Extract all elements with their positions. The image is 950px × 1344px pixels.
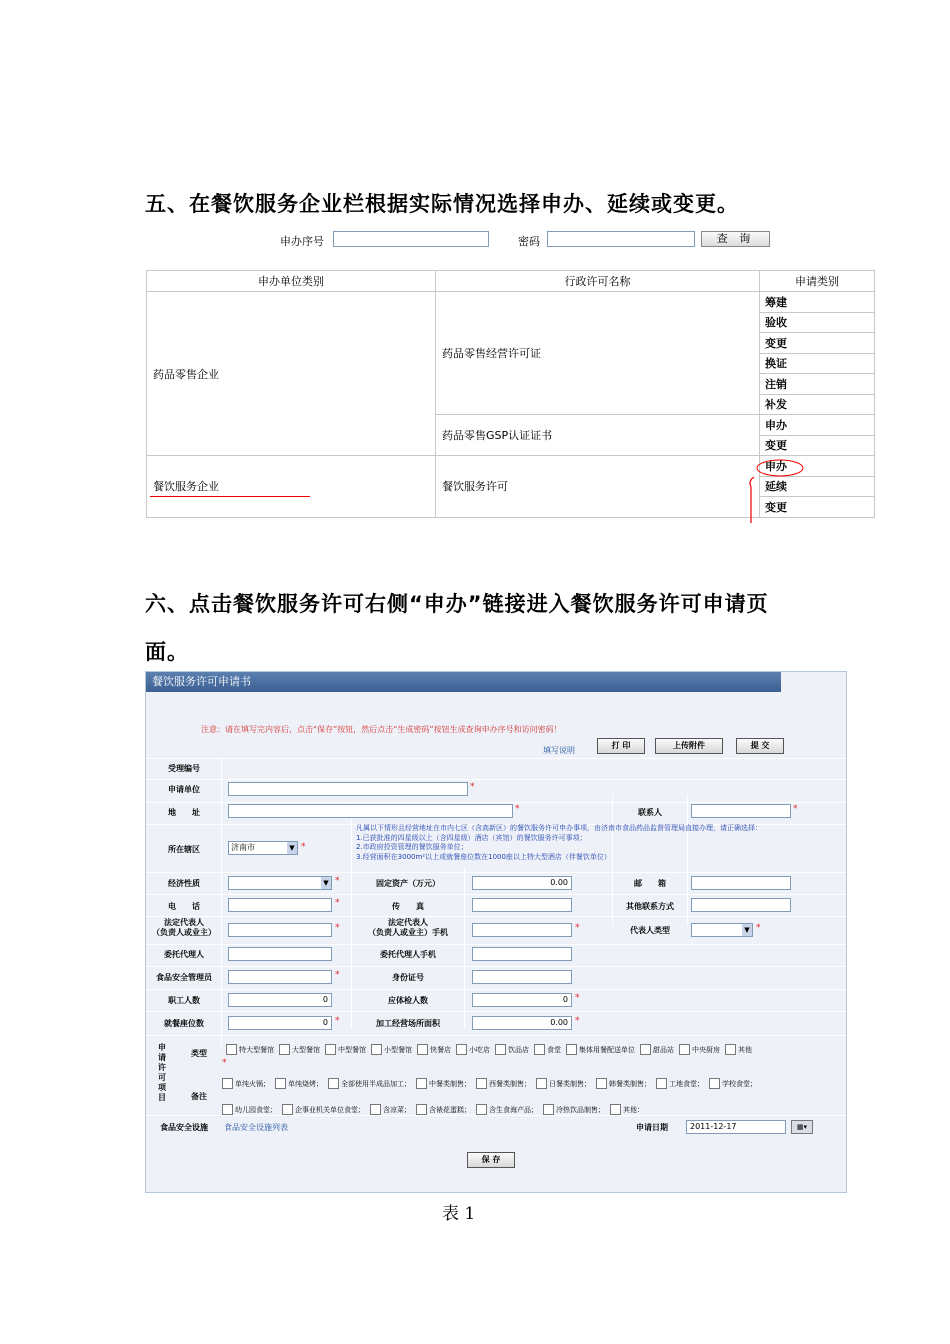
remark-option-label: 中餐类制售； (429, 1079, 471, 1088)
step-6-heading: 六、点击餐饮服务许可右侧“申办”链接进入餐饮服务许可申请页 (145, 592, 769, 616)
remark-option-label: 含裱花蛋糕； (429, 1105, 471, 1114)
address-input[interactable] (228, 804, 513, 818)
checkbox[interactable] (534, 1044, 545, 1055)
underline-annotation (150, 496, 310, 497)
category-label: 类型 (191, 1049, 207, 1058)
unit-catering: 餐饮服务企业 (147, 456, 436, 518)
checkbox[interactable] (416, 1104, 427, 1115)
contact-input[interactable] (691, 804, 791, 818)
remarks-checkboxes-2[interactable] (222, 1104, 649, 1115)
circle-annotation (740, 455, 810, 525)
postcode-label: 邮 箱 (634, 879, 666, 888)
applicant-label: 申请单位 (168, 785, 200, 794)
checkbox[interactable] (709, 1078, 720, 1089)
checkbox[interactable] (222, 1104, 233, 1115)
checkbox[interactable] (282, 1104, 293, 1115)
step-5-heading: 五、在餐饮服务企业栏根据实际情况选择申办、延续或变更。 (145, 192, 739, 216)
category-option[interactable] (371, 1046, 412, 1054)
checkbox[interactable] (566, 1044, 577, 1055)
remark-option-label: 西餐类制售； (489, 1079, 531, 1088)
staff-label: 职工人数 (168, 996, 200, 1005)
category-option[interactable] (325, 1046, 366, 1054)
seats-input[interactable]: 0 (228, 1016, 332, 1030)
header-unit-type: 申办单位类别 (147, 271, 436, 292)
rep-type-select[interactable]: ▼ (691, 923, 753, 937)
other-contact-label: 其他联系方式 (626, 902, 674, 911)
remark-option[interactable] (222, 1106, 277, 1114)
unit-pharmacy: 药品零售企业 (147, 292, 436, 456)
checkbox[interactable] (640, 1044, 651, 1055)
legal-rep-input[interactable] (228, 923, 332, 937)
fixed-assets-input[interactable]: 0.00 (472, 876, 572, 890)
table-caption: 表 1 (442, 1204, 476, 1224)
category-option[interactable] (679, 1046, 720, 1054)
header-apply-category: 申请类别 (760, 271, 875, 292)
category-option[interactable] (279, 1046, 320, 1054)
cat-link[interactable]: 换证 (760, 353, 875, 374)
category-option-label: 特大型餐馆 (239, 1045, 274, 1054)
remarks-checkboxes-1[interactable] (222, 1078, 762, 1089)
cat-link[interactable]: 补发 (760, 394, 875, 415)
remark-option[interactable] (543, 1106, 605, 1114)
checkbox[interactable] (371, 1044, 382, 1055)
category-option[interactable] (725, 1046, 752, 1054)
checkbox[interactable] (596, 1078, 607, 1089)
checkbox[interactable] (536, 1078, 547, 1089)
checkbox[interactable] (610, 1104, 621, 1115)
category-option[interactable] (495, 1046, 529, 1054)
license-pharmacy: 药品零售经营许可证 (436, 292, 760, 415)
form-title: 餐饮服务许可申请书 (146, 672, 781, 692)
id-no-input[interactable] (472, 970, 572, 984)
category-option[interactable] (456, 1046, 490, 1054)
category-option[interactable] (534, 1046, 561, 1054)
food-safety-mgr-input[interactable] (228, 970, 332, 984)
catering-license-form: 餐饮服务许可申请书 注意：请在填写完内容后，点击“保存”按钮，然后点击“生成密码”按钮生成查询申办序号和访问密码！ 填写说明 打 印 上传附件 提 交 受理编号 申请单位 * 地 址 * 联系人 * 所在辖区 济南市 ▼ * 凡属以下情形且经营地址在市内七区（含高新区）的餐饮服务许可申办事项，由济南市食品药品监督管理局直接办理，请正确选择： 1.已获批准的四星级以上（含四星级）酒店（宾馆）的餐饮服务许可事项； 2.市政府投资管理的餐饮服务单位； 3.经营面积在3000m²以上或就餐座位数在1000座以上特大型酒店（伴餐饮单位） 经济性质 ▼ * 固定资产（万元） 0.00 邮 箱 电 话 * 传 真 其他联系方式 法定代表人 （负责人或业主） * 法定代表人 （负责人或业主）手机 * 代表人类型 ▼ * 委托代理人 委托代理人手机 食品安全管理员 * 身份证号 职工人数 0 应体检人数 0 * 就餐座位数 0 * 加工经营场所面积 0.00 * 申请许可项目 类型 特大型餐馆 大型餐馆 中型餐馆 小型餐馆 快餐店 小吃店 饮品店 食堂 集体用餐配送单位 甜品站 中央厨房 其他 * 备注 单纯火锅； 单纯烧烤； 全部使用半成品加工； 中餐类制售； 西餐类制售； 日餐类制售； 韩餐类制售； 工地食堂； 学校食堂； 幼儿园食堂； 企事业机关单位食堂； 含凉菜； 含裱花蛋糕； 含生食海产品； 冷热饮品制售； 其他： 食品安全设施 食品安全设施列表 申请日期 2011-12-17 ▦▾ 保 存 (145, 671, 847, 1193)
phone-label: 电 话 (168, 902, 200, 911)
remark-option[interactable] (536, 1080, 591, 1088)
remark-option[interactable] (416, 1106, 471, 1114)
category-checkboxes[interactable] (226, 1044, 757, 1055)
remark-option-label: 单纯火锅； (235, 1079, 270, 1088)
area-label: 加工经营场所面积 (376, 1019, 440, 1028)
staff-input[interactable]: 0 (228, 993, 332, 1007)
form-note: 注意：请在填写完内容后，点击“保存”按钮，然后点击“生成密码”按钮生成查询申办序号和访问密码！ (201, 725, 562, 734)
cat-link[interactable]: 筹建 (760, 292, 875, 313)
checkbox[interactable] (476, 1078, 487, 1089)
catering-change-link[interactable]: 变更 (760, 497, 875, 518)
remark-option[interactable] (709, 1080, 757, 1088)
equipment-list-link[interactable]: 食品安全设施列表 (224, 1123, 288, 1132)
checkbox[interactable] (370, 1104, 381, 1115)
serial-number-input[interactable] (333, 231, 489, 247)
remark-option-label: 冷热饮品制售； (556, 1105, 605, 1114)
checkbox[interactable] (417, 1044, 428, 1055)
remark-option-label: 企事业机关单位食堂； (295, 1105, 365, 1114)
remark-option[interactable] (370, 1106, 411, 1114)
catering-renew-link[interactable]: 延续 (760, 476, 875, 497)
fax-input[interactable] (472, 898, 572, 912)
checkbox[interactable] (328, 1078, 339, 1089)
remark-option-label: 其他： (623, 1105, 644, 1114)
remark-option-label: 韩餐类制售； (609, 1079, 651, 1088)
contact-label: 联系人 (638, 808, 662, 817)
checkbox[interactable] (222, 1078, 233, 1089)
legal-rep-mobile-input[interactable] (472, 923, 572, 937)
remarks-label: 备注 (191, 1092, 207, 1101)
health-check-input[interactable]: 0 (472, 993, 572, 1007)
address-label: 地 址 (168, 808, 200, 817)
remark-option[interactable] (222, 1080, 270, 1088)
health-check-label: 应体检人数 (388, 996, 428, 1005)
checkbox[interactable] (543, 1104, 554, 1115)
category-option[interactable] (566, 1046, 635, 1054)
category-option-label: 大型餐馆 (292, 1045, 320, 1054)
phone-input[interactable] (228, 898, 332, 912)
checkbox[interactable] (325, 1044, 336, 1055)
upload-attachment-button[interactable]: 上传附件 (655, 738, 723, 754)
remark-option-label: 日餐类制售； (549, 1079, 591, 1088)
catering-apply-link[interactable]: 申办 (760, 456, 875, 477)
other-contact-input[interactable] (691, 898, 791, 912)
checkbox[interactable] (279, 1044, 290, 1055)
category-option-label: 中型餐馆 (338, 1045, 366, 1054)
remark-option-label: 含凉菜； (383, 1105, 411, 1114)
legal-rep-mobile-label: 法定代表人 （负责人或业主）手机 (368, 918, 448, 937)
license-gsp: 药品零售GSP认证证书 (436, 415, 760, 456)
cat-link[interactable]: 变更 (760, 435, 875, 456)
remark-option[interactable] (416, 1080, 471, 1088)
cat-link[interactable]: 注销 (760, 374, 875, 395)
apply-date-label: 申请日期 (636, 1123, 668, 1132)
remark-option[interactable] (610, 1106, 644, 1114)
district-label: 所在辖区 (168, 845, 200, 854)
checkbox[interactable] (226, 1044, 237, 1055)
search-button[interactable]: 查 询 (701, 231, 770, 247)
apply-date-input[interactable]: 2011-12-17 (686, 1120, 786, 1134)
agent-input[interactable] (228, 947, 332, 961)
cat-link[interactable]: 申办 (760, 415, 875, 436)
checkbox[interactable] (679, 1044, 690, 1055)
password-label: 密码 (518, 235, 540, 248)
category-option-label: 集体用餐配送单位 (579, 1045, 635, 1054)
remark-option-label: 全部使用半成品加工； (341, 1079, 411, 1088)
remark-option-label: 含生食海产品； (489, 1105, 538, 1114)
checkbox[interactable] (495, 1044, 506, 1055)
agent-label: 委托代理人 (164, 950, 204, 959)
category-option[interactable] (417, 1046, 451, 1054)
category-option-label: 小吃店 (469, 1045, 490, 1054)
submit-button[interactable]: 提 交 (736, 738, 784, 754)
category-option-label: 饮品店 (508, 1045, 529, 1054)
checkbox[interactable] (416, 1078, 427, 1089)
license-catering: 餐饮服务许可 (436, 456, 760, 518)
area-input[interactable]: 0.00 (472, 1016, 572, 1030)
serial-number-label: 申办序号 (280, 235, 324, 248)
license-items-label: 申请许可项目 (158, 1043, 166, 1102)
remark-option[interactable] (282, 1106, 365, 1114)
checkbox[interactable] (725, 1044, 736, 1055)
remark-option-label: 幼儿园食堂； (235, 1105, 277, 1114)
password-input[interactable] (547, 231, 695, 247)
seats-label: 就餐座位数 (164, 1019, 204, 1028)
remark-option[interactable] (275, 1080, 323, 1088)
district-select[interactable]: 济南市 ▼ (228, 841, 298, 855)
remark-option-label: 单纯烧烤； (288, 1079, 323, 1088)
district-note: 凡属以下情形且经营地址在市内七区（含高新区）的餐饮服务许可申办事项，由济南市食品药品监督管理局直接办理，请正确选择： 1.已获批准的四星级以上（含四星级）酒店（宾馆）的餐饮服务许可事项； 2.市政府投资管理的餐饮服务单位； 3.经营面积在3000m²以上或就餐座位数在1000座以上特大型酒店（伴餐饮单位） (356, 824, 762, 861)
header-license-name: 行政许可名称 (436, 271, 760, 292)
applicant-input[interactable] (228, 782, 468, 796)
agent-mobile-input[interactable] (472, 947, 572, 961)
checkbox[interactable] (275, 1078, 286, 1089)
category-option[interactable] (640, 1046, 674, 1054)
remark-option[interactable] (656, 1080, 704, 1088)
remark-option[interactable] (596, 1080, 651, 1088)
remark-option-label: 工地食堂； (669, 1079, 704, 1088)
postcode-input[interactable] (691, 876, 791, 890)
equipment-label: 食品安全设施 (160, 1123, 208, 1132)
rep-type-label: 代表人类型 (630, 926, 670, 935)
fixed-assets-label: 固定资产（万元） (376, 879, 440, 888)
remark-option[interactable] (476, 1080, 531, 1088)
category-option-label: 甜品站 (653, 1045, 674, 1054)
help-link[interactable]: 填写说明 (543, 746, 575, 755)
checkbox[interactable] (656, 1078, 667, 1089)
calendar-icon[interactable]: ▦▾ (791, 1120, 813, 1134)
category-option-label: 中央厨房 (692, 1045, 720, 1054)
id-no-label: 身份证号 (392, 973, 424, 982)
remark-option-label: 学校食堂； (722, 1079, 757, 1088)
category-option[interactable] (226, 1046, 274, 1054)
cat-link[interactable]: 验收 (760, 312, 875, 333)
category-option-label: 小型餐馆 (384, 1045, 412, 1054)
remark-option[interactable] (328, 1080, 411, 1088)
food-safety-mgr-label: 食品安全管理员 (156, 973, 212, 982)
save-button[interactable]: 保 存 (467, 1152, 515, 1168)
fax-label: 传 真 (392, 902, 424, 911)
cat-link[interactable]: 变更 (760, 333, 875, 354)
category-option-label: 食堂 (547, 1045, 561, 1054)
category-option-label: 其他 (738, 1045, 752, 1054)
econ-label: 经济性质 (168, 879, 200, 888)
agent-mobile-label: 委托代理人手机 (380, 950, 436, 959)
print-button[interactable]: 打 印 (597, 738, 645, 754)
category-option-label: 快餐店 (430, 1045, 451, 1054)
checkbox[interactable] (476, 1104, 487, 1115)
econ-select[interactable]: ▼ (228, 876, 332, 890)
checkbox[interactable] (456, 1044, 467, 1055)
remark-option[interactable] (476, 1106, 538, 1114)
legal-rep-label: 法定代表人 （负责人或业主） (152, 918, 216, 937)
step-6-heading-cont: 面。 (145, 640, 189, 664)
accept-no-label: 受理编号 (168, 764, 200, 773)
